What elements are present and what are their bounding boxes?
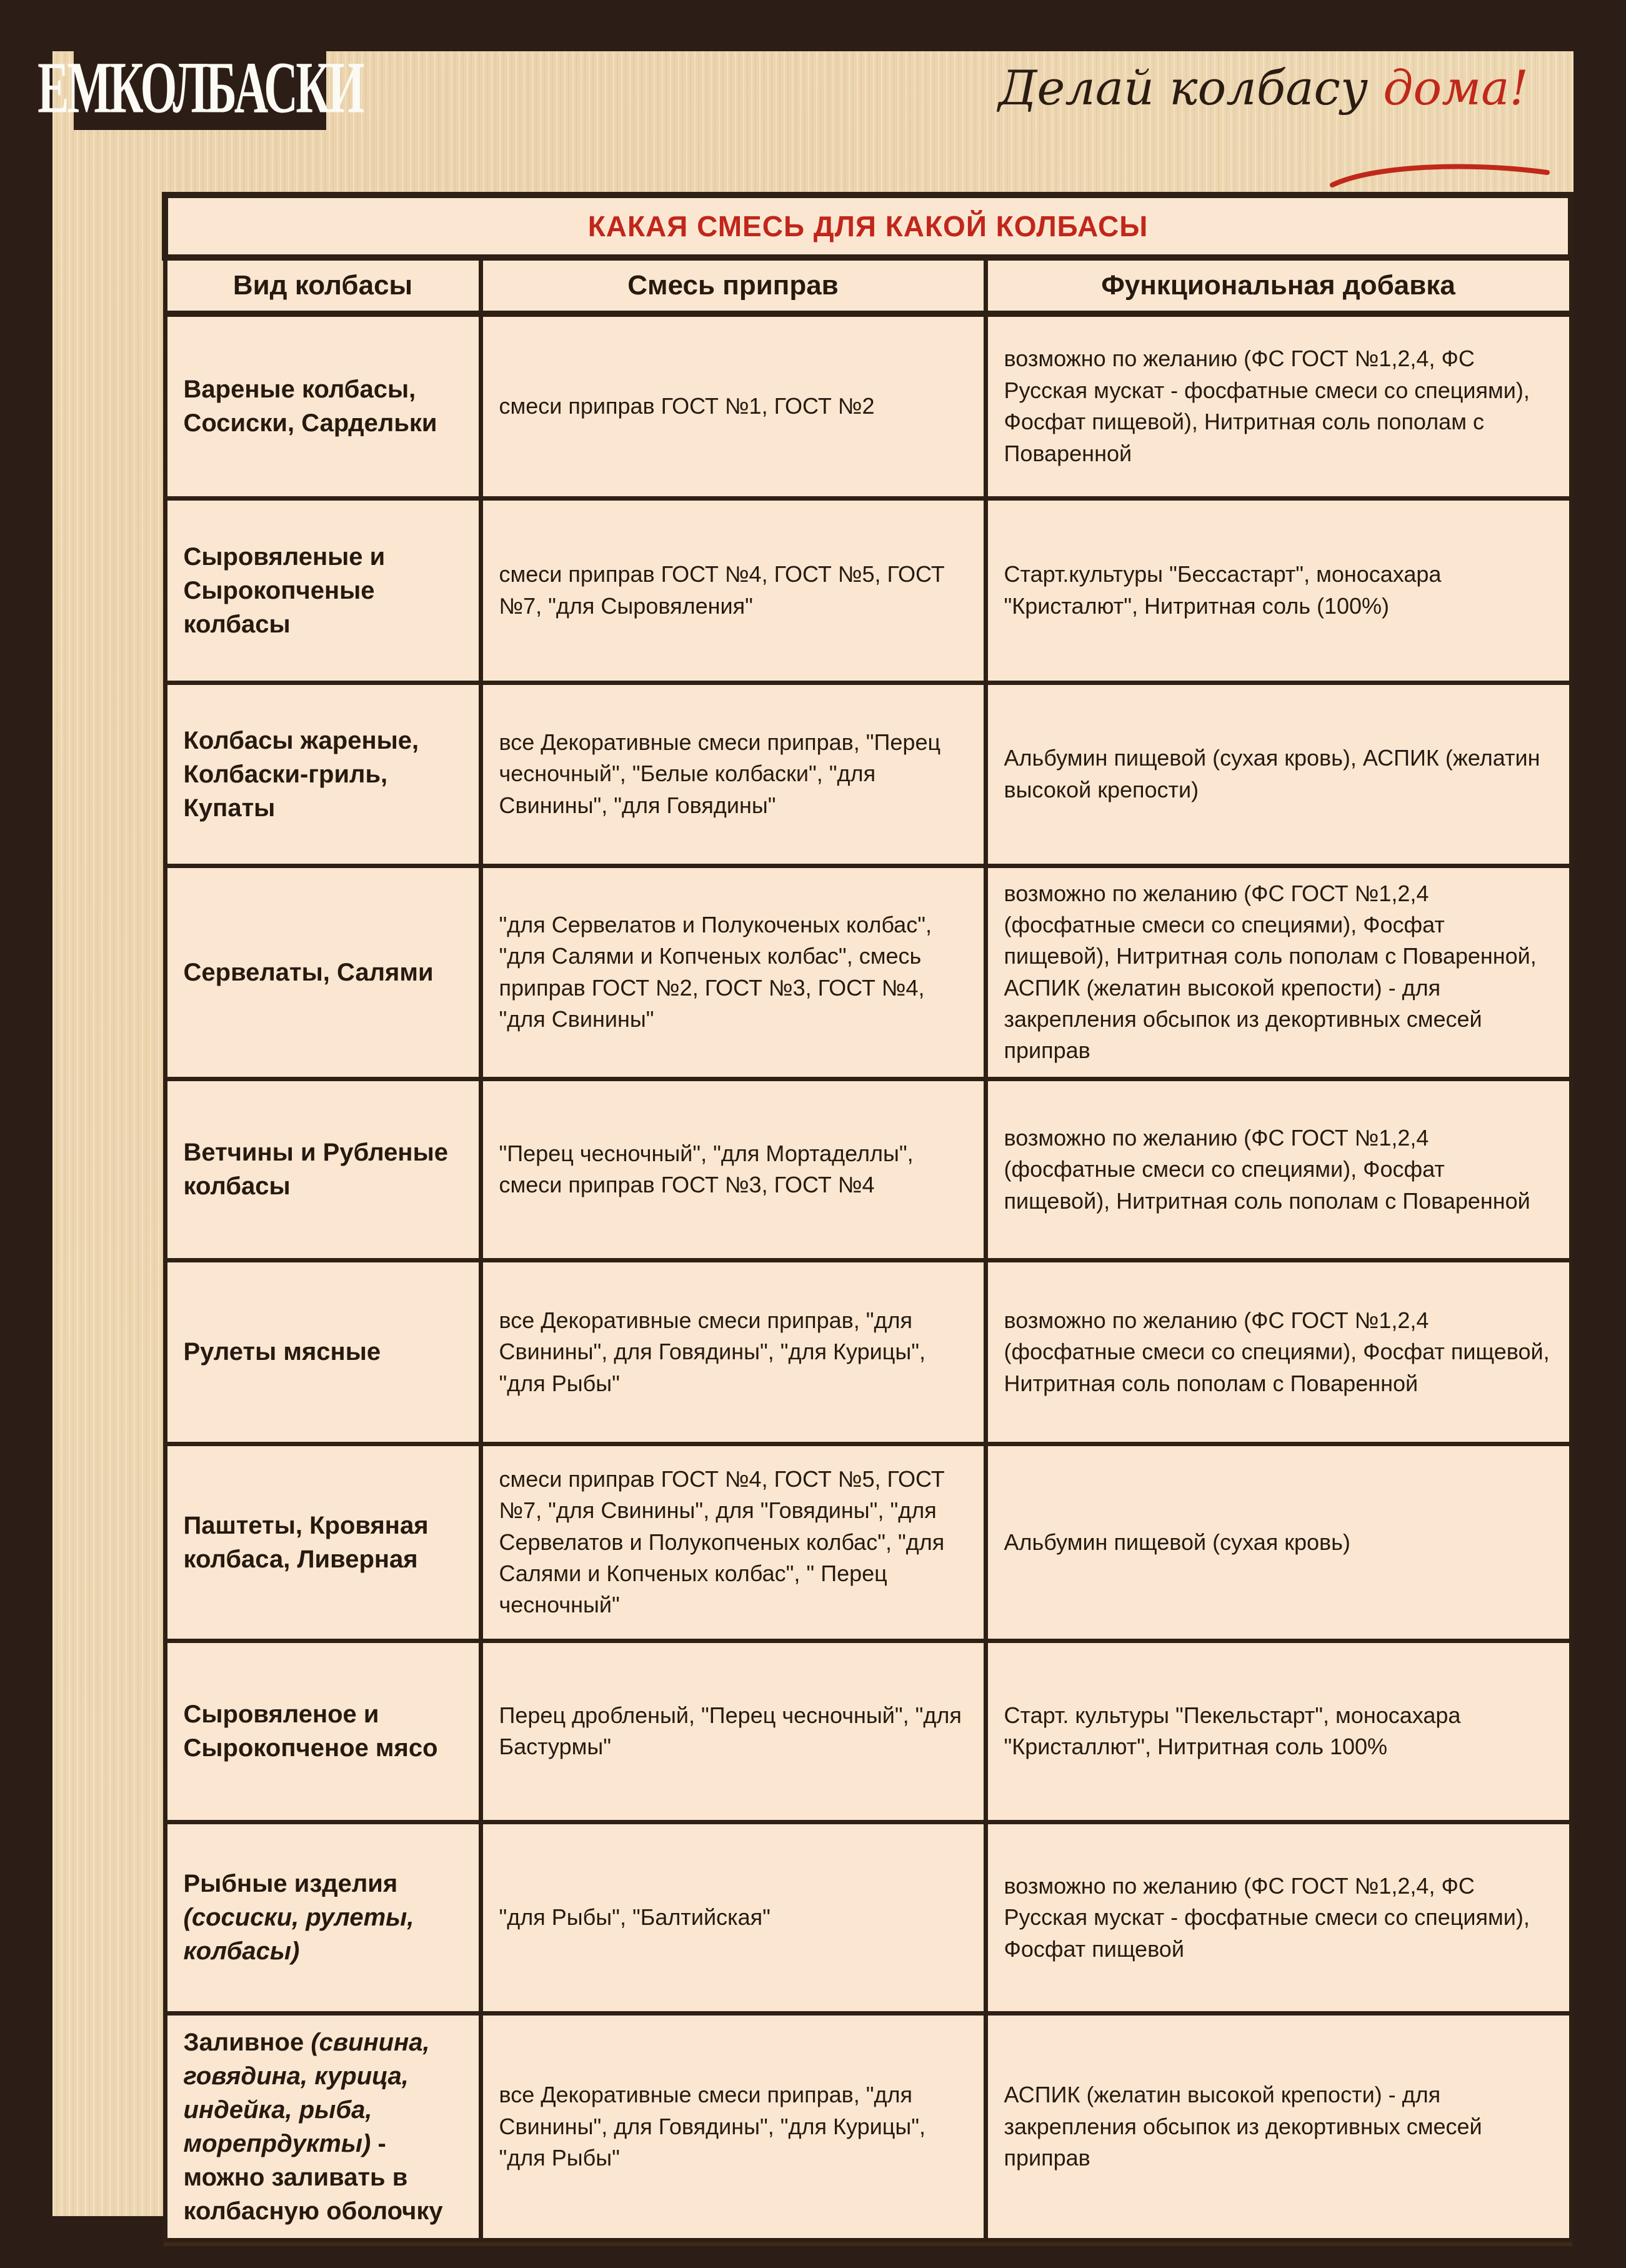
sausage-kind-cell	[165, 866, 481, 1079]
sausage-kind: Ветчины и Рубленые колбасы	[183, 1139, 448, 1201]
functional-additive-cell: Старт. культуры "Пекельстарт", моносахара "Кристаллют", Нитритная соль 100%	[985, 1641, 1571, 1822]
functional-additive-cell: возможно по желанию (ФС ГОСТ №1,2,4, ФС Русская мускат - фосфатные смеси со специями), Фосфат пищевой	[985, 1822, 1571, 2013]
table-row	[165, 1444, 1571, 1641]
sausage-kind: Паштеты, Кровяная колбаса, Ливерная	[183, 1511, 429, 1573]
table-row	[165, 314, 1571, 498]
table-row	[165, 2013, 1571, 2240]
functional-additive-cell: возможно по желанию (ФС ГОСТ №1,2,4 (фосфатные смеси со специями), Фосфат пищевой), Нитритная соль пополам с Поваренной	[985, 1079, 1571, 1260]
sausage-kind: Заливное	[183, 2028, 304, 2056]
sausage-kind-detail: (сосиски, рулеты, колбасы)	[183, 1904, 414, 1966]
sausage-kind-cell	[165, 498, 481, 682]
spice-mix-cell: все Декоративные смеси приправ, "для Свинины", для Говядины", "для Курицы", "для Рыбы"	[481, 1260, 985, 1444]
sausage-kind-cell	[165, 1641, 481, 1822]
functional-additive-cell: АСПИК (желатин высокой крепости) - для закрепления обсыпок из декортивных смесей приправ	[985, 2013, 1571, 2240]
table-row	[165, 1822, 1571, 2013]
functional-additive-cell: Альбумин пищевой (сухая кровь)	[985, 1444, 1571, 1641]
paper-background	[52, 51, 1574, 2225]
spice-mix-cell: "Перец чесночный", "для Мортаделлы", смеси приправ ГОСТ №3, ГОСТ №4	[481, 1079, 985, 1260]
sausage-kind-cell	[165, 1444, 481, 1641]
table-title: КАКАЯ СМЕСЬ ДЛЯ КАКОЙ КОЛБАСЫ	[165, 195, 1571, 257]
spice-mix-cell: все Декоративные смеси приправ, "для Свинины", для Говядины", "для Курицы", "для Рыбы"	[481, 2013, 985, 2240]
table-row	[165, 682, 1571, 866]
sausage-kind-cell	[165, 1079, 481, 1260]
sausage-kind: Рулеты мясные	[183, 1338, 381, 1366]
table-row	[165, 498, 1571, 682]
functional-additive-cell: возможно по желанию (ФС ГОСТ №1,2,4 (фосфатные смеси со специями), Фосфат пищевой), Нитритная соль пополам с Поваренной, АСПИК (желатин высокой крепости) - для закрепления обсыпок из декортивных смесей приправ	[985, 866, 1571, 1079]
sausage-kind: Рыбные изделия	[183, 1870, 398, 1898]
sausage-kind-cell	[165, 682, 481, 866]
tagline-text: Делай колбасу	[998, 60, 1384, 116]
brand-logo: ЕМКОЛБАСКИ	[37, 46, 363, 128]
table-title-row	[165, 195, 1571, 257]
table-row	[165, 1260, 1571, 1444]
sausage-kind: Колбасы жареные, Колбаски-гриль, Купаты	[183, 726, 419, 822]
sausage-kind: Сыровяленые и Сырокопченые колбасы	[183, 542, 386, 638]
sausage-kind: Сыровяленое и Сырокопченое мясо	[183, 1701, 438, 1762]
sausage-kind-cell	[165, 1822, 481, 2013]
table-row	[165, 1079, 1571, 1260]
table-row	[165, 1641, 1571, 1822]
functional-additive-cell: возможно по желанию (ФС ГОСТ №1,2,4 (фосфатные смеси со специями), Фосфат пищевой, Нитритная соль пополам с Поваренной	[985, 1260, 1571, 1444]
column-header-mix: Смесь приправ	[481, 257, 985, 314]
functional-additive-cell: возможно по желанию (ФС ГОСТ №1,2,4, ФС Русская мускат - фосфатные смеси со специями), Фосфат пищевой), Нитритная соль пополам с Поваренной	[985, 314, 1571, 498]
sausage-kind-note: - можно заливать в колбасную оболочку	[183, 2129, 443, 2225]
brand-tagline	[999, 60, 1529, 116]
sausage-kind: Вареные колбасы, Сосиски, Сардельки	[183, 376, 437, 437]
sausage-kind-cell	[165, 314, 481, 498]
functional-additive-cell: Альбумин пищевой (сухая кровь), АСПИК (желатин высокой крепости)	[985, 682, 1571, 866]
spice-mix-cell: "для Сервелатов и Полукоченых колбас", "для Салями и Копченых колбас", смесь приправ ГОСТ №2, ГОСТ №3, ГОСТ №4, "для Свинины"	[481, 866, 985, 1079]
sausage-kind-cell	[165, 1260, 481, 1444]
spice-mix-cell: смеси приправ ГОСТ №1, ГОСТ №2	[481, 314, 985, 498]
table-body	[165, 314, 1571, 2240]
spice-mix-cell: все Декоративные смеси приправ, "Перец чесночный", "Белые колбаски", "для Свинины", "для Говядины"	[481, 682, 985, 866]
sausage-kind: Сервелаты, Салями	[183, 958, 434, 986]
spice-mix-cell: Перец дробленый, "Перец чесночный", "для Бастурмы"	[481, 1641, 985, 1822]
tagline-accent: дома!	[1383, 60, 1529, 116]
table-row	[165, 866, 1571, 1079]
sausage-kind-detail: (свинина, говядина, курица, индейка, рыба, морепрдукты)	[183, 2028, 430, 2157]
sausage-mix-table	[162, 192, 1574, 2242]
column-header-kind: Вид колбасы	[165, 257, 481, 314]
sausage-kind-cell	[165, 2013, 481, 2240]
spice-mix-cell: смеси приправ ГОСТ №4, ГОСТ №5, ГОСТ №7, "для Свинины", для "Говядины", "для Сервелатов и Полукопченых колбас", "для Салями и Копченых колбас", " Перец чесночный"	[481, 1444, 985, 1641]
column-header-additive: Функциональная добавка	[985, 257, 1571, 314]
brand-logo-box	[37, 0, 363, 130]
spice-mix-cell: "для Рыбы", "Балтийская"	[481, 1822, 985, 2013]
table-header-row	[165, 257, 1571, 314]
functional-additive-cell: Старт.культуры "Бессастарт", моносахара "Кристалют", Нитритная соль (100%)	[985, 498, 1571, 682]
tagline-underline-swoosh-icon	[1327, 155, 1552, 195]
spice-mix-cell: смеси приправ ГОСТ №4, ГОСТ №5, ГОСТ №7, "для Сыровяления"	[481, 498, 985, 682]
